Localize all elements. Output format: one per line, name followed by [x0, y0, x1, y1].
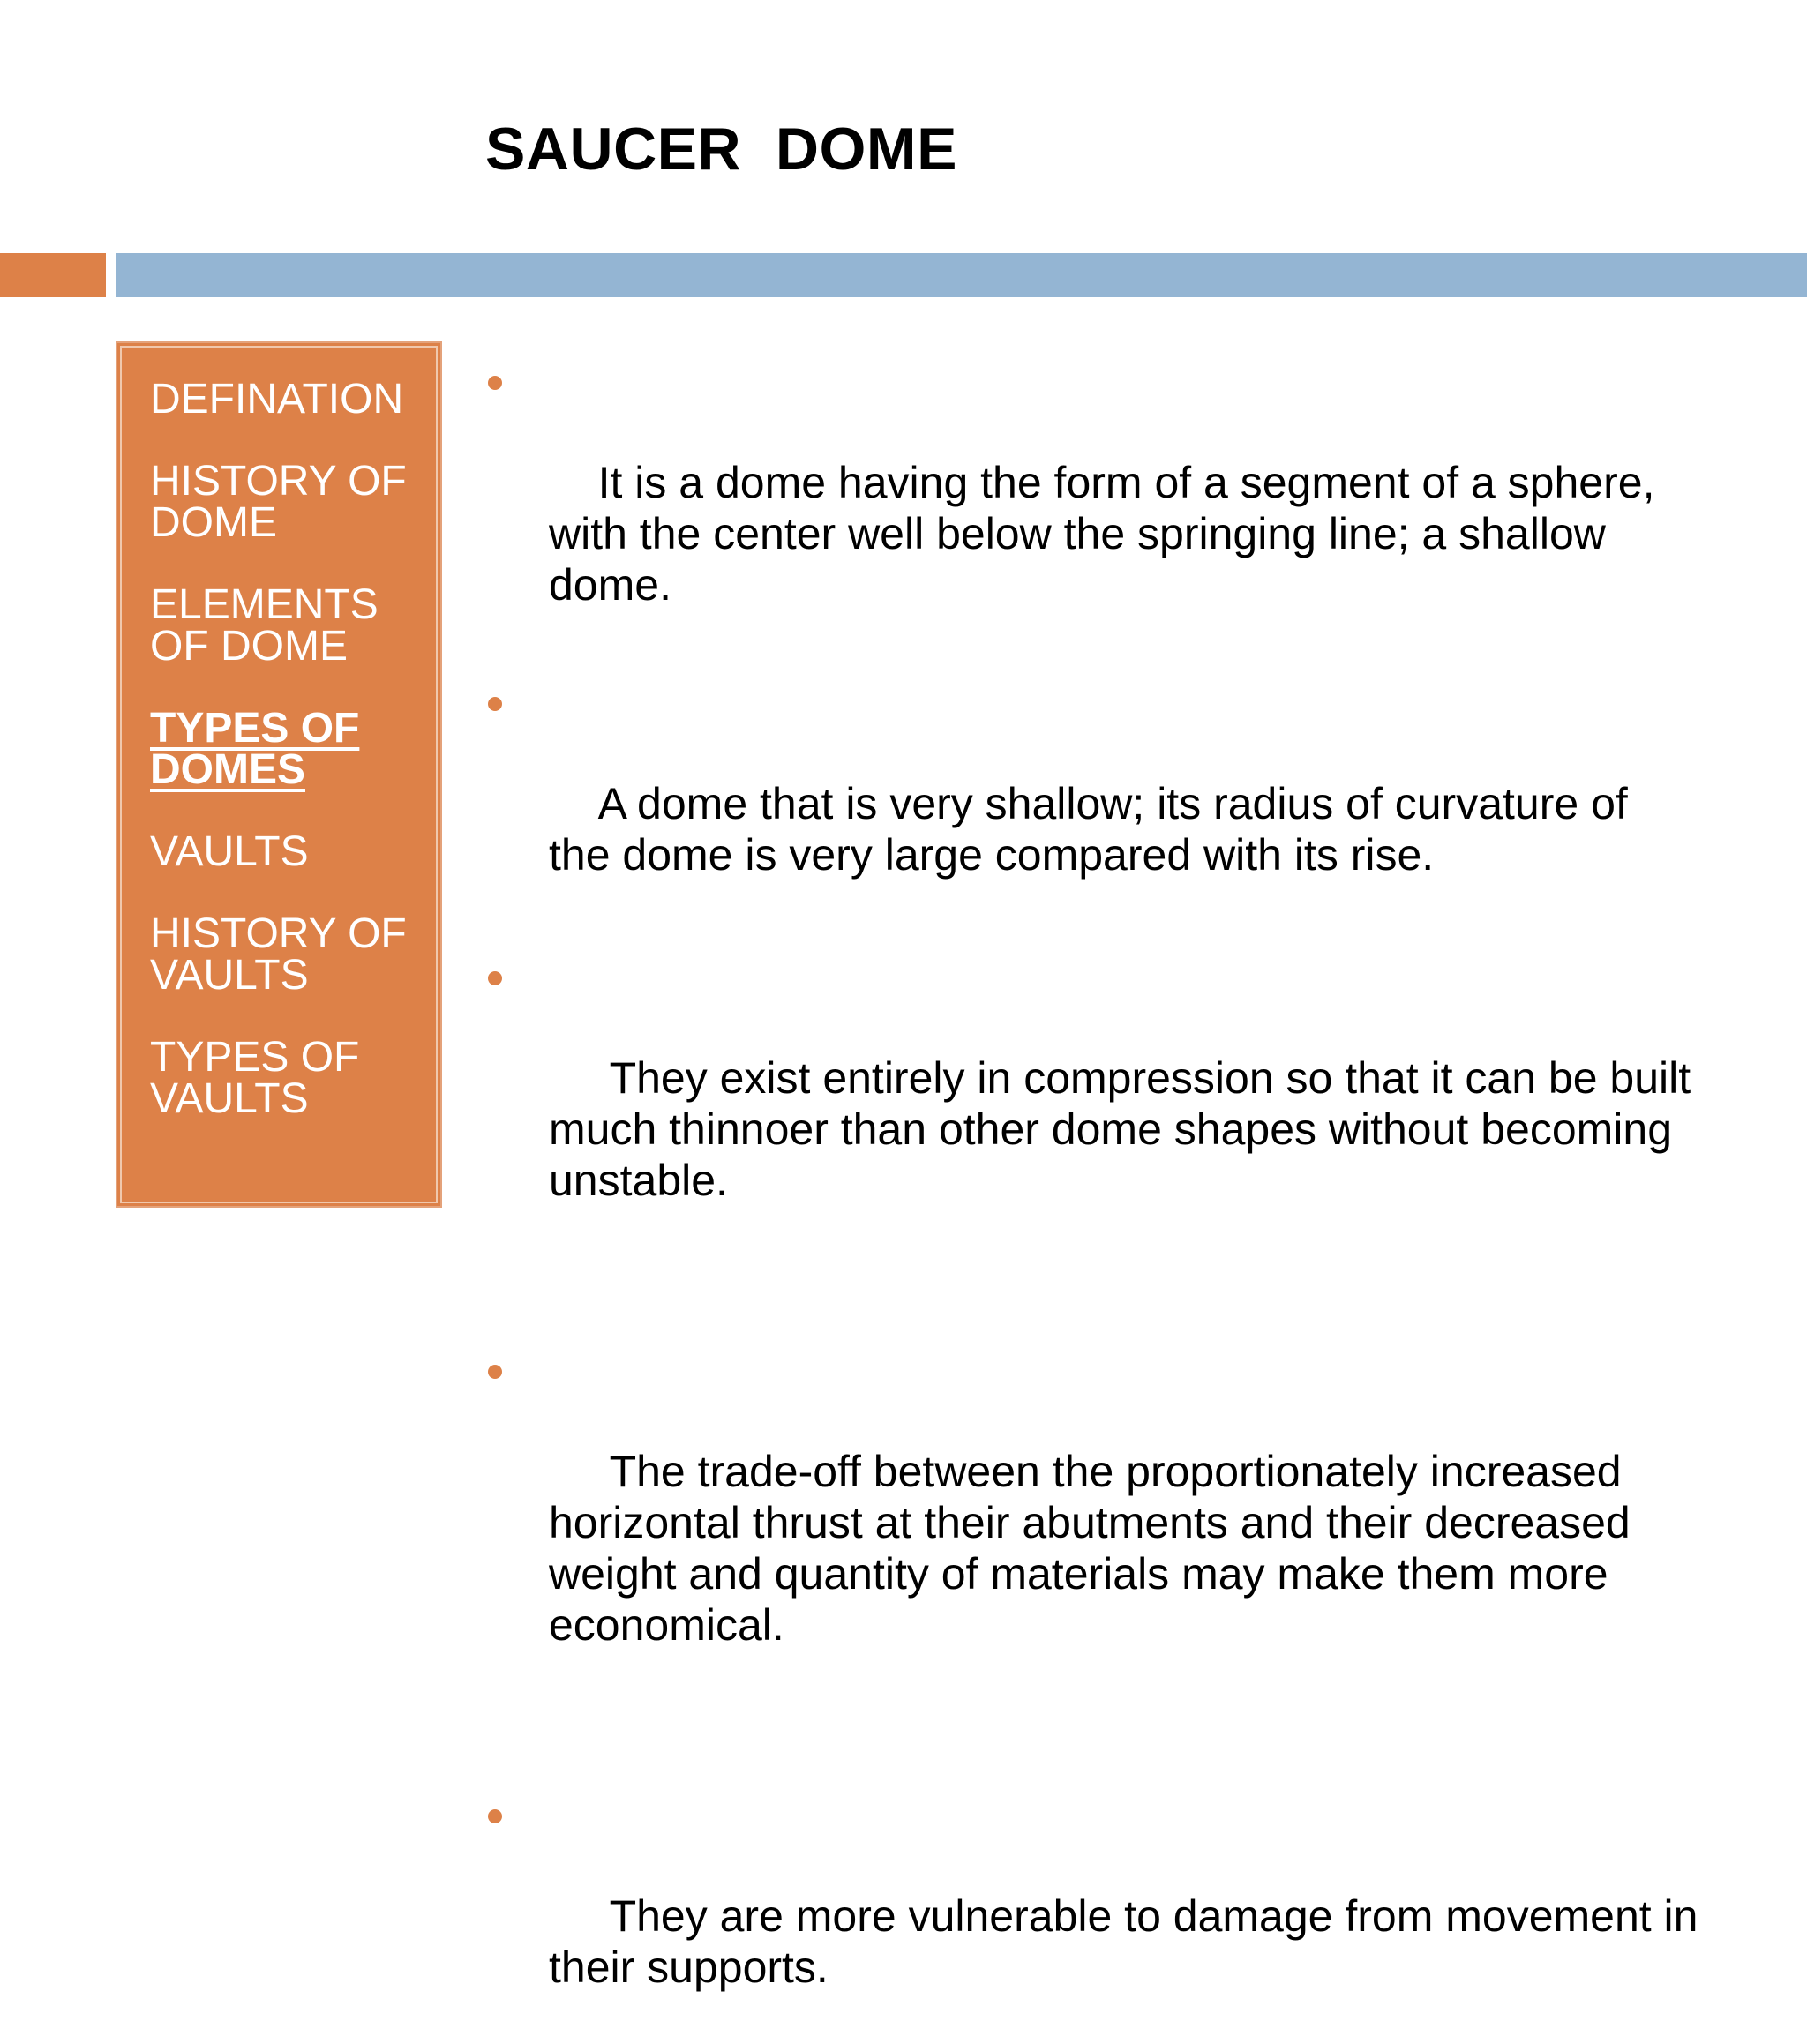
sidebar-item-elements-of-dome[interactable]: ELEMENTS OF DOME — [150, 581, 379, 670]
bullet-dot-icon — [488, 376, 502, 390]
bullet-dot-icon — [488, 1365, 502, 1379]
bullet-text: The trade-off between the proportionately increased horizontal thrust at their abutments and their decreased weight and quantity of materials may make them more economical. — [549, 1447, 1643, 1650]
header-band-blue — [116, 253, 1807, 297]
bullet-text: They exist entirely in compression so that it can be built much thinnoer than other dome shapes without becoming unstable. — [549, 1053, 1704, 1205]
bullet-item — [484, 355, 1701, 662]
bullet-text: A dome that is very shallow; its radius of curvature of the dome is very large compared with its rise. — [549, 779, 1640, 880]
bullet-item — [484, 950, 1704, 1257]
bullet-dot-icon — [488, 697, 502, 711]
bullet-item — [484, 676, 1701, 932]
sidebar-item-types-of-vaults[interactable]: TYPES OF VAULTS — [150, 1034, 360, 1122]
sidebar-item-vaults[interactable]: VAULTS — [150, 828, 309, 875]
bullet-text: They are more vulnerable to damage from movement in their supports. — [549, 1891, 1711, 1992]
bullet-dot-icon — [488, 1809, 502, 1823]
sidebar-item-defination[interactable]: DEFINATION — [150, 376, 404, 423]
bullet-text: It is a dome having the form of a segment of a sphere, with the center well below the springing line; a shallow dome. — [549, 458, 1668, 610]
bullet-item — [484, 1788, 1711, 2044]
bullet-dot-icon — [488, 971, 502, 985]
content-bullet-list — [484, 355, 1711, 2044]
sidebar-item-history-of-vaults[interactable]: HISTORY OF VAULTS — [150, 910, 407, 999]
header-band-orange — [0, 253, 106, 297]
sidebar-item-history-of-dome[interactable]: HISTORY OF DOME — [150, 458, 407, 546]
bullet-item — [484, 1344, 1701, 1702]
sidebar-item-types-of-domes[interactable]: TYPES OF DOMES — [150, 705, 360, 793]
slide-title: SAUCER DOME — [485, 116, 957, 183]
sidebar-nav — [116, 341, 442, 1208]
